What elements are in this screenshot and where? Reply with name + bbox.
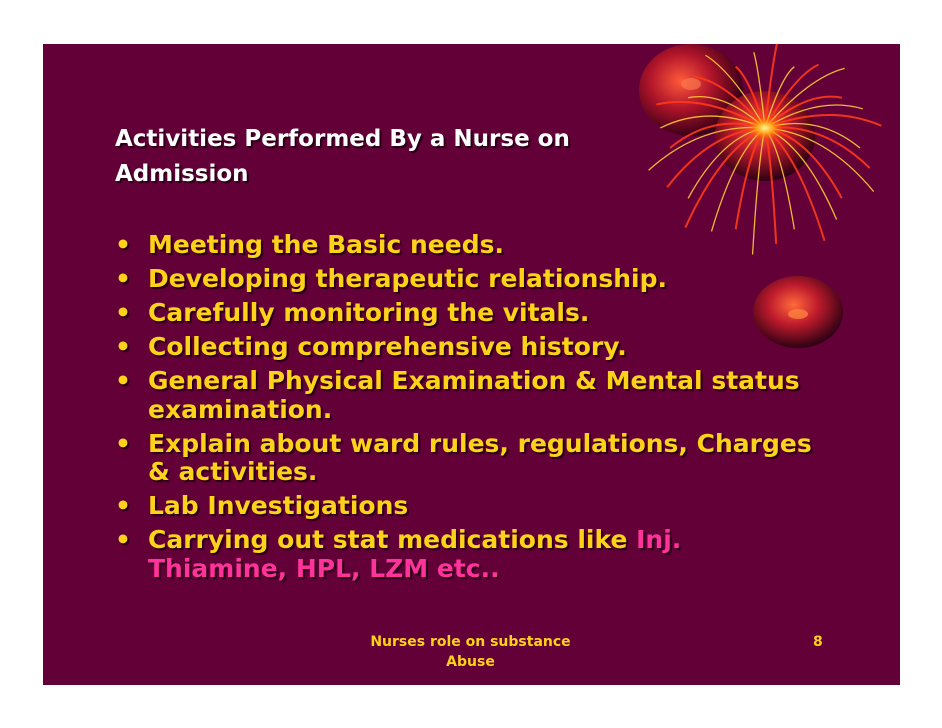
bullet-item — [115, 265, 815, 294]
bullet-item — [115, 299, 815, 328]
bullet-dot: • — [115, 525, 131, 554]
slide-title — [115, 122, 715, 192]
bullet-text: Collecting comprehensive history. — [148, 332, 627, 361]
bullet-text: Explain about ward rules, regulations, Charges & activities. — [148, 428, 812, 486]
bullet-dot: • — [115, 264, 131, 293]
bullet-item — [115, 430, 815, 487]
bullet-dot: • — [115, 428, 131, 458]
bullet-text: General Physical Examination & Mental status examination. — [148, 366, 800, 424]
bullet-item — [115, 526, 815, 583]
bullet-text: Developing therapeutic relationship. — [148, 264, 668, 293]
bullet-item — [115, 492, 815, 521]
bullet-text: Lab Investigations — [148, 491, 409, 520]
bullet-dot: • — [115, 491, 131, 520]
footer-line-1: Nurses role on substance — [370, 634, 571, 650]
bullet-dot: • — [115, 366, 131, 395]
bullet-highlight-text: Inj. Thiamine, HPL, LZM etc.. — [148, 525, 682, 583]
bullet-text: Carrying out stat medications like — [148, 525, 637, 554]
bullet-dot: • — [115, 332, 131, 361]
title-line-1: Activities Performed By a Nurse on — [115, 126, 570, 152]
slide — [43, 44, 900, 685]
slide-footer — [328, 632, 613, 672]
page-number: 8 — [813, 634, 823, 650]
bullet-item — [115, 367, 815, 424]
bullet-list — [115, 231, 815, 589]
bullet-text: Meeting the Basic needs. — [148, 230, 504, 259]
bullet-item — [115, 231, 815, 260]
bullet-text: Carefully monitoring the vitals. — [148, 298, 590, 327]
bullet-item — [115, 333, 815, 362]
title-line-2: Admission — [115, 161, 249, 187]
bullet-dot: • — [115, 298, 131, 327]
footer-line-2: Abuse — [446, 654, 495, 670]
bullet-dot: • — [115, 230, 131, 259]
